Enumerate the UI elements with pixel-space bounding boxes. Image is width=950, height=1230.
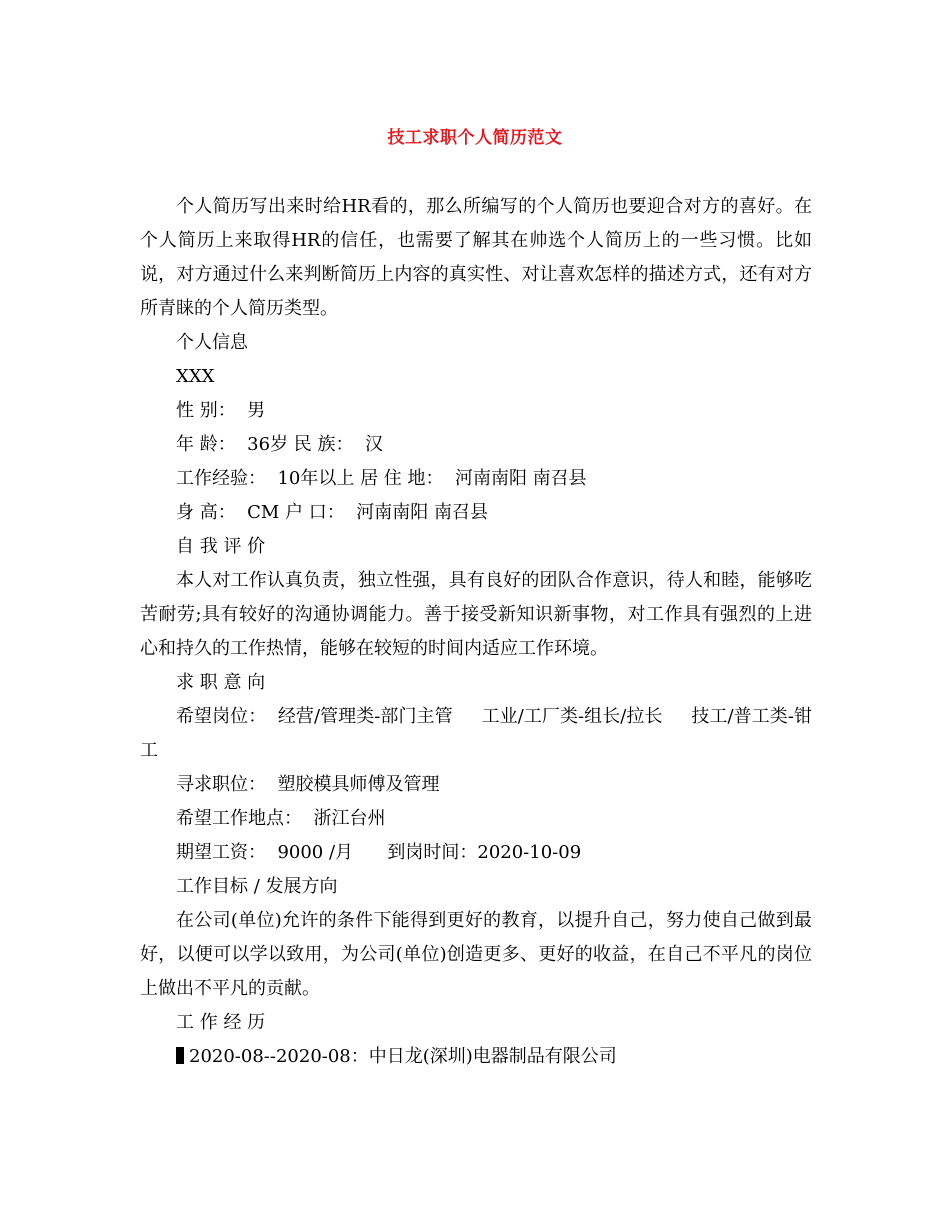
- intro-paragraph: 个人简历写出来时给HR看的，那么所编写的个人简历也要迎合对方的喜好。在个人简历上来取得HR的信任，也需要了解其在帅选个人简历上的一些习惯。比如说，对方通过什么来判断简历上内容的真实性、对让喜欢怎样的描述方式，还有对方所青睐的个人简历类型。: [140, 196, 812, 319]
- desired-positions-paragraph: 希望岗位： 经营/管理类-部门主管 工业/工厂类-组长/拉长 技工/普工类-钳工: [140, 706, 812, 761]
- work-history-entry: [140, 1040, 812, 1074]
- document-title: 技工求职个人简历范文: [387, 128, 563, 148]
- self-evaluation-heading: 自 我 评 价: [176, 536, 266, 557]
- job-intention-heading: 求 职 意 向: [176, 672, 266, 693]
- bullet-marker: [176, 1047, 184, 1064]
- career-goal-heading: 工作目标 / 发展方向: [176, 876, 338, 897]
- height-hukou-line: 身 高： CM 户 口： 河南南阳 南召县: [176, 502, 488, 523]
- sought-position-line: 寻求职位： 塑胶模具师傅及管理: [176, 774, 440, 795]
- personal-info-heading: 个人信息: [176, 332, 248, 353]
- name-line: XXX: [176, 366, 215, 387]
- work-location-line: 希望工作地点： 浙江台州: [176, 808, 386, 829]
- work-history-entry-text: 2020-08--2020-08：中日龙(深圳)电器制品有限公司: [189, 1046, 617, 1067]
- experience-residence-line: 工作经验： 10年以上 居 住 地： 河南南阳 南召县: [176, 468, 587, 489]
- age-ethnicity-line: 年 龄： 36岁 民 族： 汉: [176, 434, 383, 455]
- self-evaluation-paragraph: 本人对工作认真负责，独立性强，具有良好的团队合作意识，待人和睦，能够吃苦耐劳;具有较好的沟通协调能力。善于接受新知识新事物，对工作具有强烈的上进心和持久的工作热情，能够在较短的时间内适应工作环境。: [140, 570, 812, 659]
- career-goal-paragraph: 在公司(单位)允许的条件下能得到更好的教育，以提升自己，努力使自己做到最好，以便可以学以致用，为公司(单位)创造更多、更好的收益，在自己不平凡的岗位上做出不平凡的贡献。: [140, 910, 812, 999]
- gender-line: 性 别： 男: [176, 400, 266, 421]
- work-history-heading: 工 作 经 历: [176, 1012, 266, 1033]
- salary-date-line: 期望工资： 9000 /月 到岗时间：2020-10-09: [176, 842, 582, 863]
- document-body: [140, 190, 812, 1074]
